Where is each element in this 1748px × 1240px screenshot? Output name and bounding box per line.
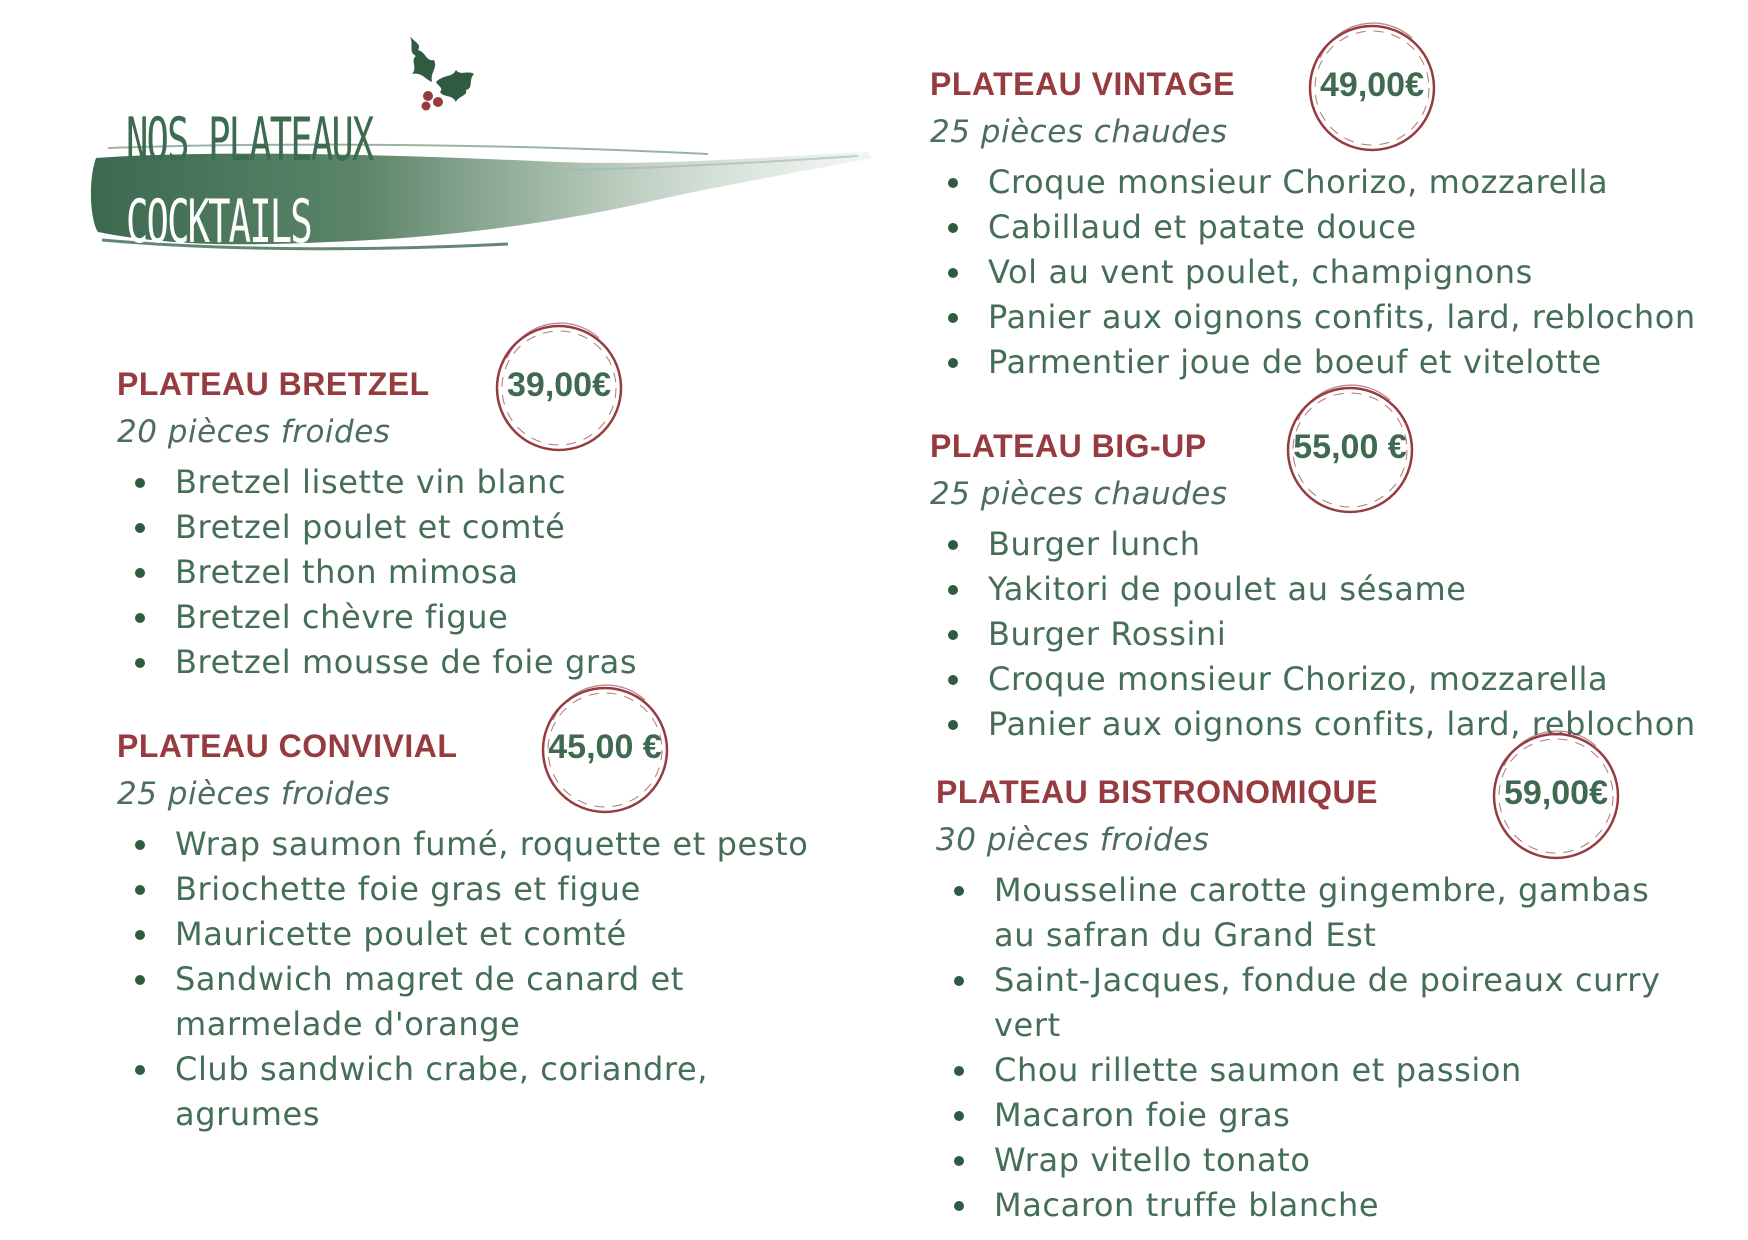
plateau-title: PLATEAU BRETZEL [117, 366, 430, 402]
bullet-icon [135, 840, 145, 850]
bullet-icon [954, 886, 964, 896]
plateau-items [994, 868, 1661, 1228]
plateau-title: PLATEAU BISTRONOMIQUE [936, 774, 1378, 810]
plateau-items [988, 160, 1696, 385]
list-item: Panier aux oignons confits, lard, reblochon [988, 702, 1696, 747]
plateau-subtitle: 25 pièces froides [117, 776, 391, 812]
bullet-icon [954, 1201, 964, 1211]
bullet-icon [954, 1066, 964, 1076]
list-item: Sandwich magret de canard et [175, 957, 808, 1002]
list-item: Panier aux oignons confits, lard, reblochon [988, 295, 1696, 340]
bullet-icon [135, 658, 145, 668]
list-item: Bretzel mousse de foie gras [175, 640, 637, 685]
list-item-continuation: vert [994, 1006, 1061, 1044]
bullet-icon [135, 975, 145, 985]
bullet-icon [948, 630, 958, 640]
list-item: Yakitori de poulet au sésame [988, 567, 1696, 612]
plateau-items [988, 522, 1696, 747]
list-item: Wrap saumon fumé, roquette et pesto [175, 822, 808, 867]
bullet-icon [948, 313, 958, 323]
price-badge [535, 680, 675, 820]
list-item: Croque monsieur Chorizo, mozzarella [988, 160, 1696, 205]
list-item-continuation: au safran du Grand Est [994, 916, 1377, 954]
price-badge [1280, 380, 1420, 520]
list-item: Saint-Jacques, fondue de poireaux curry [994, 958, 1661, 1003]
bullet-icon [135, 1065, 145, 1075]
list-item: Macaron foie gras [994, 1093, 1661, 1138]
bullet-icon [135, 885, 145, 895]
price-badge [489, 318, 629, 458]
plateau-items [175, 822, 808, 1137]
price-badge [1302, 18, 1442, 158]
plateau-title: PLATEAU CONVIVIAL [117, 728, 458, 764]
bullet-icon [948, 585, 958, 595]
list-item: Macaron truffe blanche [994, 1183, 1661, 1228]
header-title-line2: COCKTAILS [126, 187, 311, 257]
list-item: Wrap vitello tonato [994, 1138, 1661, 1183]
bullet-icon [135, 478, 145, 488]
holly-icon [396, 34, 486, 124]
bullet-icon [954, 1111, 964, 1121]
header-title-line1: NOS PLATEAUX [126, 105, 373, 175]
bullet-icon [948, 540, 958, 550]
bullet-icon [954, 976, 964, 986]
plateau-subtitle: 25 pièces chaudes [930, 114, 1228, 150]
plateau-price: 45,00 € [548, 728, 662, 766]
bullet-icon [948, 268, 958, 278]
list-item: Bretzel chèvre figue [175, 595, 637, 640]
plateau-subtitle: 20 pièces froides [117, 414, 391, 450]
list-item-continuation: agrumes [175, 1095, 321, 1133]
list-item: Club sandwich crabe, coriandre, [175, 1047, 808, 1092]
bullet-icon [948, 178, 958, 188]
list-item: Bretzel poulet et comté [175, 505, 637, 550]
price-badge [1486, 726, 1626, 866]
list-item: Mauricette poulet et comté [175, 912, 808, 957]
bullet-icon [135, 523, 145, 533]
plateau-price: 55,00 € [1293, 428, 1407, 466]
plateau-price: 49,00€ [1320, 66, 1424, 104]
list-item: Bretzel thon mimosa [175, 550, 637, 595]
bullet-icon [954, 1156, 964, 1166]
list-item: Burger Rossini [988, 612, 1696, 657]
bullet-icon [948, 223, 958, 233]
bullet-icon [948, 720, 958, 730]
plateau-subtitle: 30 pièces froides [936, 822, 1210, 858]
list-item-continuation: marmelade d'orange [175, 1005, 521, 1043]
plateau-subtitle: 25 pièces chaudes [930, 476, 1228, 512]
list-item: Mousseline carotte gingembre, gambas [994, 868, 1661, 913]
plateau-price: 59,00€ [1504, 774, 1608, 812]
plateau-price: 39,00€ [507, 366, 611, 404]
bullet-icon [948, 675, 958, 685]
plateau-items [175, 460, 637, 685]
plateau-title: PLATEAU BIG-UP [930, 428, 1207, 464]
list-item: Briochette foie gras et figue [175, 867, 808, 912]
bullet-icon [135, 568, 145, 578]
bullet-icon [135, 613, 145, 623]
list-item: Chou rillette saumon et passion [994, 1048, 1661, 1093]
list-item: Burger lunch [988, 522, 1696, 567]
list-item: Cabillaud et patate douce [988, 205, 1696, 250]
list-item: Croque monsieur Chorizo, mozzarella [988, 657, 1696, 702]
plateau-title: PLATEAU VINTAGE [930, 66, 1235, 102]
bullet-icon [135, 930, 145, 940]
bullet-icon [948, 358, 958, 368]
list-item: Parmentier joue de boeuf et vitelotte [988, 340, 1696, 385]
list-item: Vol au vent poulet, champignons [988, 250, 1696, 295]
list-item: Bretzel lisette vin blanc [175, 460, 637, 505]
